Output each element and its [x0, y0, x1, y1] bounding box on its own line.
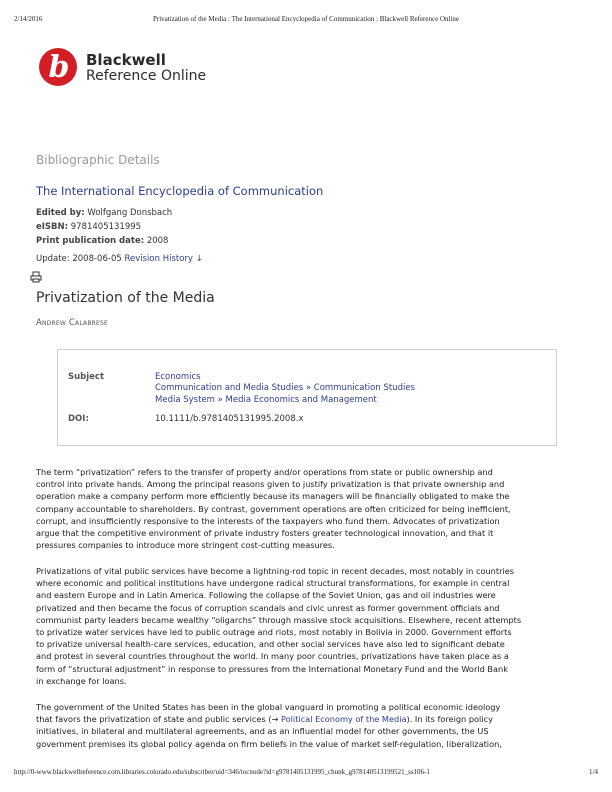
text-line: ). In its foreign policy — [406, 714, 493, 725]
bibliographic-details-heading: Bibliographic Details — [36, 153, 160, 167]
page-number: 1/4 — [589, 768, 598, 776]
text-line: corrupt, and insufficiently responsive to the interests of the taxpayers who fund them. Advocates of privatization — [36, 515, 500, 526]
text-line: argue that the competitive environment of private industry fosters greater technological innovation, and that it — [36, 528, 494, 539]
subject-list — [155, 372, 415, 406]
text-line: where economic and political institutions have undergone radical structural transformations, for example in central — [36, 578, 510, 589]
doi-label: DOI: — [68, 414, 89, 424]
text-line: and eastern Europe and in Latin America. Following the collapse of the Soviet Union, gas and oil industries were — [36, 590, 496, 601]
subject-label: Subject — [68, 372, 105, 382]
encyclopedia-title[interactable]: The International Encyclopedia of Communication — [36, 184, 324, 198]
doi-value: 10.1111/b.9781405131995.2008.x — [155, 414, 304, 424]
text-line: operation make a company perform more efficiently because its managers will be financially obligated to make the — [36, 491, 510, 502]
print-date: 2/14/2016 — [14, 15, 43, 23]
text-line: communist party leaders became wealthy “oligarchs” through massive stock acquisitions. Elsewhere, recent attempts — [36, 614, 522, 625]
text-line: government premises its global policy agenda on firm beliefs in the value of market self-regulation, liberalization, — [36, 738, 502, 749]
revision-history-link[interactable]: Revision History ↓ — [124, 254, 203, 264]
edited-by-label: Edited by: — [36, 208, 85, 218]
update-date: 2008-06-05 — [72, 254, 122, 264]
blackwell-b-logo-icon — [38, 47, 78, 87]
update-row — [36, 254, 576, 264]
text-line: pressures companies to introduce more stringent cost-cutting measures. — [36, 540, 335, 551]
paragraph-1 — [36, 466, 576, 551]
article-author[interactable]: Andrew Calabrese — [36, 318, 109, 328]
subject-link[interactable]: Economics — [155, 372, 201, 382]
article-info-box — [57, 349, 557, 446]
edited-by-value: Wolfgang Donsbach — [87, 208, 173, 218]
page-url: http://0-www.blackwellreference.com.libraries.colorado.edu/subscriber/uid=346/tocnode?id=g9781405131995_chunk_g978140513199521_ss106-1 — [14, 768, 430, 776]
svg-text:b: b — [48, 50, 70, 85]
article-title: Privatization of the Media — [36, 290, 215, 306]
update-label: Update: — [36, 254, 70, 264]
eisbn-value: 9781405131995 — [70, 222, 142, 232]
paragraph-2 — [36, 565, 576, 687]
text-line: form of “structural adjustment” in response to pressures from the International Monetary Fund and the World Bank — [36, 663, 508, 674]
text-line: to privatize universal health-care services, education, and other social services have also led to significant debate — [36, 639, 505, 650]
political-economy-link[interactable]: Political Economy of the Media — [280, 714, 407, 725]
paragraph-3 — [36, 701, 576, 750]
print-date-label: Print publication date: — [36, 236, 145, 246]
logo-line-2: Reference Online — [86, 68, 207, 84]
logo-line-1: Blackwell — [86, 51, 166, 69]
edited-by-row — [36, 206, 576, 220]
text-line: The term “privatization” refers to the transfer of property and/or operations from state or public ownership and — [36, 467, 493, 477]
printer-icon[interactable] — [30, 271, 42, 283]
subject-link[interactable]: Communication and Media Studies » Communication Studies — [155, 383, 415, 394]
text-line: initiatives, in bilateral and multilateral agreements, and as an influential model for other governments, the US — [36, 726, 489, 737]
text-line: that favors the privatization of state and public services (→ — [36, 714, 281, 725]
text-line: Privatizations of vital public services have become a lightning-rod topic in recent decades, most notably in countries — [36, 566, 515, 576]
eisbn-label: eISBN: — [36, 222, 69, 232]
print-date-value: 2008 — [146, 236, 169, 246]
text-line: The government of the United States has been in the global vanguard in promoting a political economic ideology — [36, 702, 501, 712]
text-line: privatized and then became the focus of corruption scandals and civic unrest as former government officials and — [36, 602, 500, 613]
print-date-row — [36, 234, 576, 248]
eisbn-row — [36, 220, 576, 234]
blackwell-logo[interactable] — [38, 47, 228, 91]
subject-link[interactable]: Media System » Media Economics and Management — [155, 394, 377, 405]
text-line: and protest in several countries throughout the world. In many poor countries, privatizations have taken place as a — [36, 651, 509, 662]
text-line: in exchange for loans. — [36, 675, 127, 686]
bibliographic-meta — [36, 206, 576, 248]
print-page-title: Privatization of the Media : The International Encyclopedia of Communication : Blackwell Reference Online — [152, 15, 460, 23]
text-line: to privatize water services have led to public outrage and riots, most notably in Bolivia in 2000. Government efforts — [36, 627, 512, 638]
text-line: company accountable to shareholders. By contrast, government operations are often criticized for being inefficient, — [36, 503, 511, 514]
text-line: control into private hands. Among the principal reasons given to justify privatization is that private ownership and — [36, 479, 505, 490]
